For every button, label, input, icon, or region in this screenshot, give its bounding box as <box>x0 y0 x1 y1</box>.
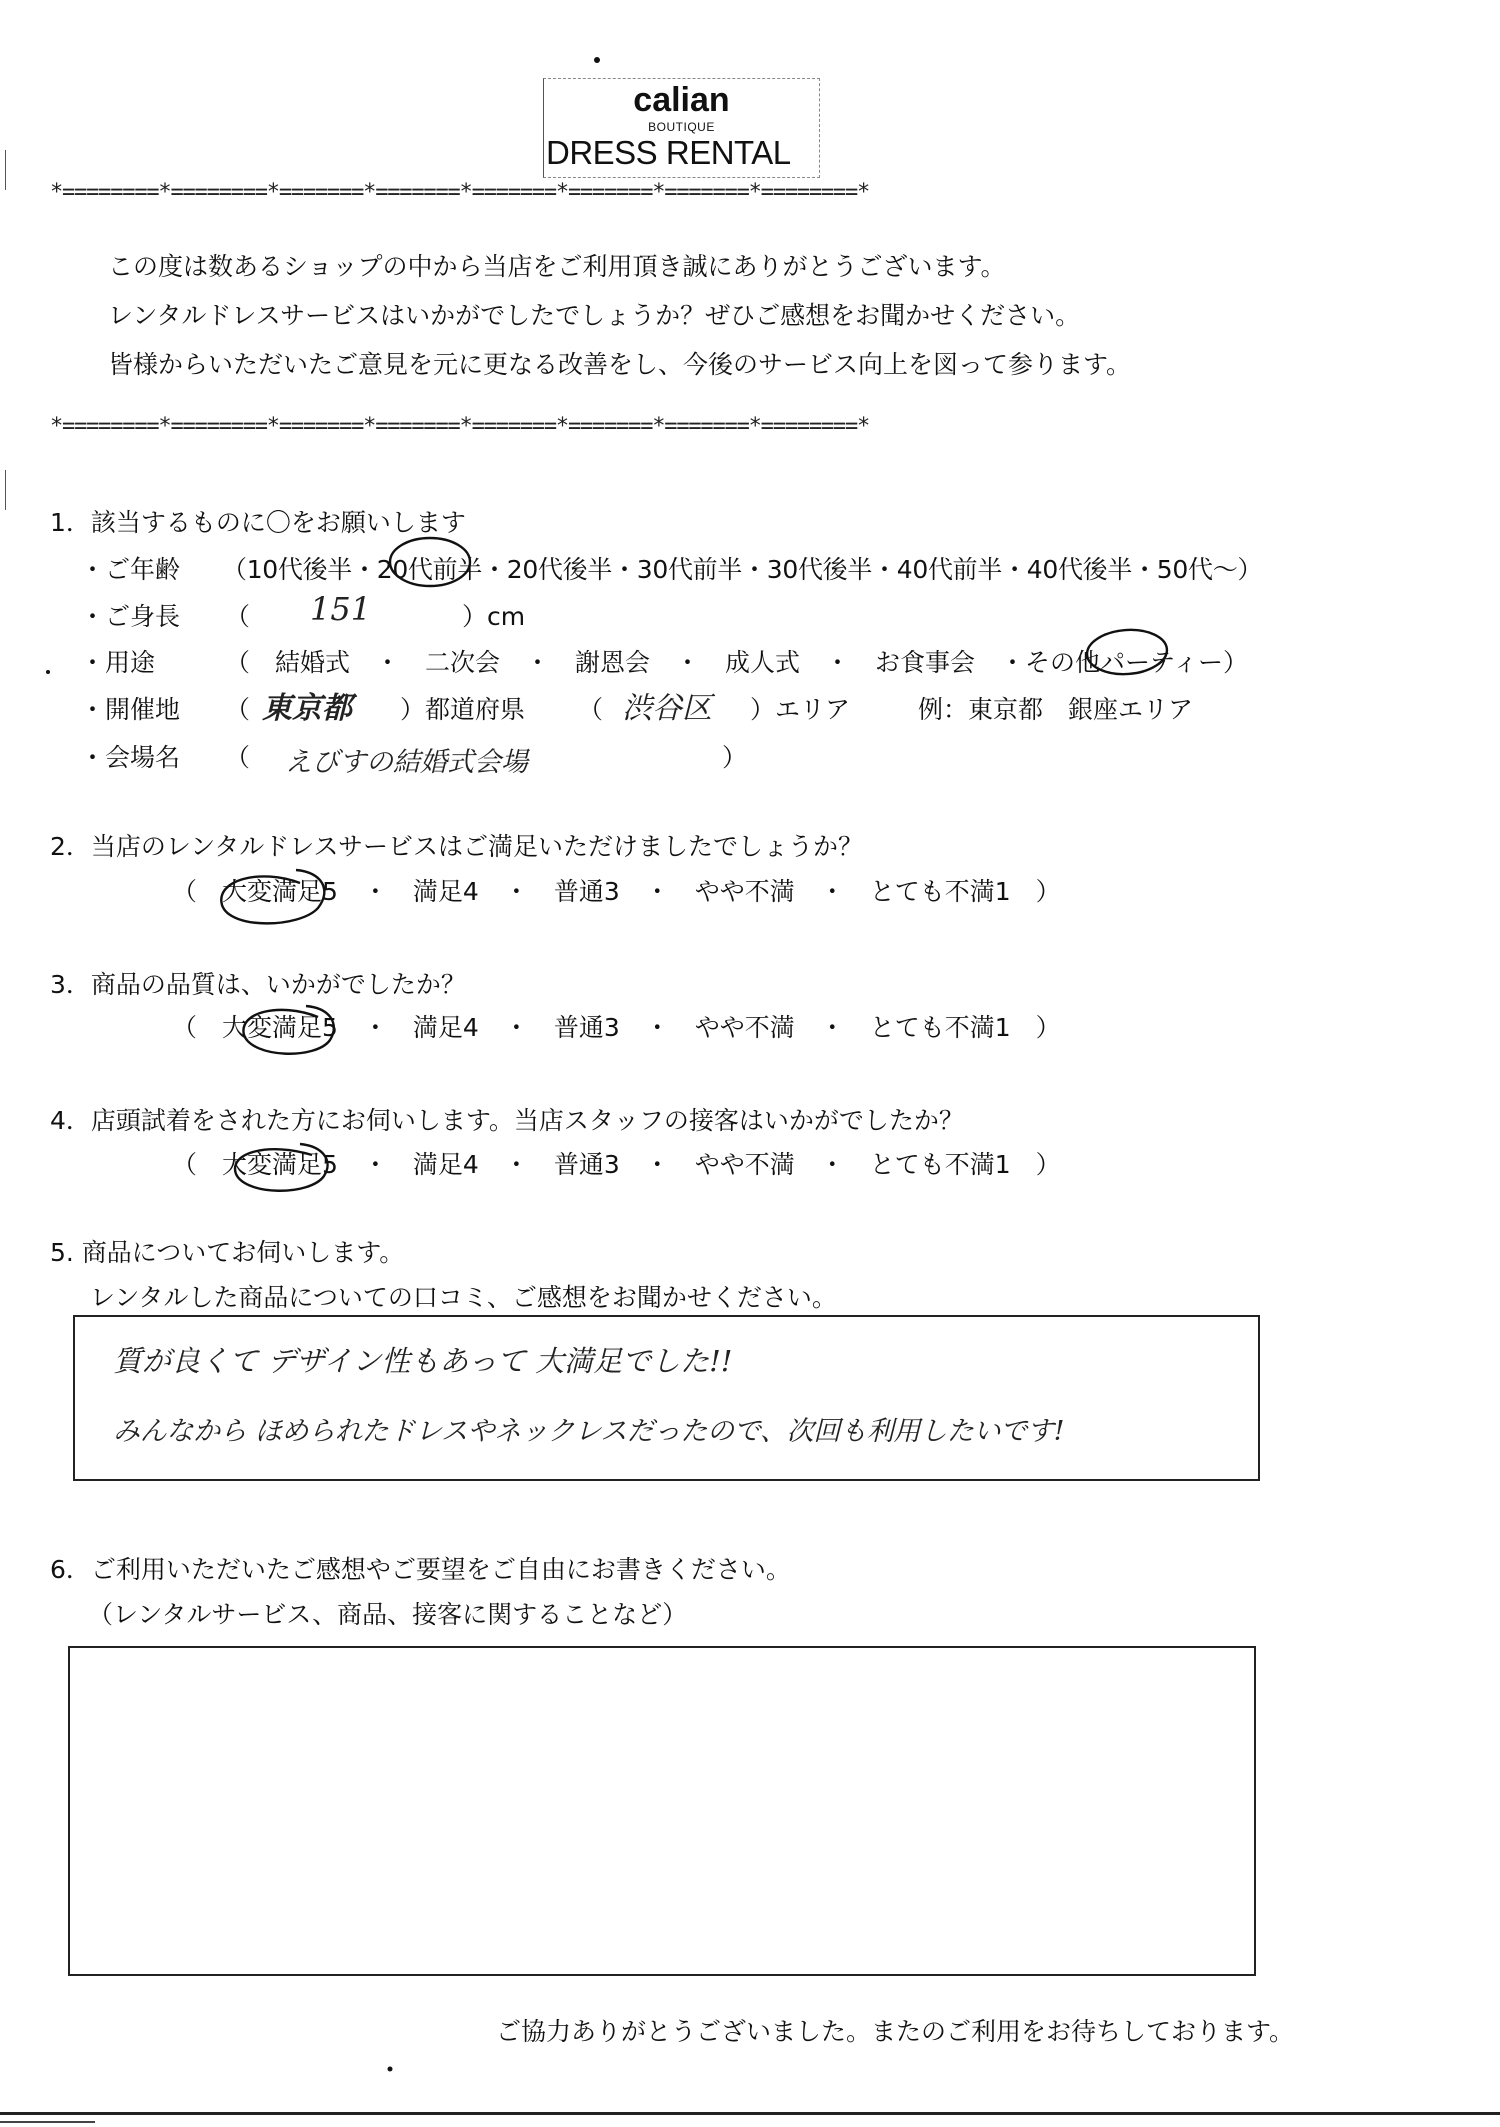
age-label: ・ご年齢 <box>80 555 181 584</box>
scan-speck <box>388 2067 393 2072</box>
q6-title: 6．ご利用いただいたご感想やご要望をご自由にお書きください。 <box>50 1555 791 1584</box>
intro-line-2: レンタルドレスサービスはいかがでしたでしょうか？ぜひご感想をお聞かせください。 <box>108 301 1081 330</box>
intro-line-3: 皆様からいただいたご意見を元に更なる改善をし、今後のサービス向上を図って参ります。 <box>108 350 1132 379</box>
brand-sub: BOUTIQUE <box>648 120 715 134</box>
prefecture-open: （ <box>225 695 251 724</box>
q5-subtitle: レンタルした商品についての口コミ、ご感想をお聞かせください。 <box>90 1283 837 1312</box>
selection-circle-purpose <box>1086 627 1169 676</box>
review-answer-line-1: 質が良くて デザイン性もあって 大満足でした!! <box>113 1344 733 1378</box>
height-value[interactable]: 151 <box>310 590 372 628</box>
closing-message: ご協力ありがとうございました。またのご利用をお待ちしております。 <box>496 2017 1295 2046</box>
prefecture-value[interactable]: 東京都 <box>262 691 352 726</box>
q2-title: 2．当店のレンタルドレスサービスはご満足いただけましたでしょうか？ <box>50 832 864 861</box>
scan-speck <box>46 670 50 674</box>
q4-title: 4．店頭試着をされた方にお伺いします。当店スタッフの接客はいかがでしたか？ <box>50 1106 964 1135</box>
brand-name: calian <box>633 81 730 119</box>
q3-options[interactable]: （ 大変満足5 ・ 満足4 ・ 普通3 ・ やや不満 ・ とても不満1 ） <box>172 1013 1061 1042</box>
divider-bottom: *========*========*=======*=======*=======*=======*=======*========* <box>50 414 870 439</box>
intro-line-1: この度は数あるショップの中から当店をご利用頂き誠にありがとうございます。 <box>108 252 1006 281</box>
review-answer-line-2: みんなから ほめられたドレスやネックレスだったので、次回も利用したいです! <box>113 1416 1065 1447</box>
purpose-label: ・用途 <box>80 648 156 677</box>
selection-circle-q2 <box>221 870 324 923</box>
selection-circle-q4 <box>235 1144 328 1191</box>
venue-example: 例：東京都 銀座エリア <box>918 695 1194 724</box>
purpose-options[interactable]: （ 結婚式 ・ 二次会 ・ 謝恩会 ・ 成人式 ・ お食事会 ・その他パーティー） <box>225 648 1249 677</box>
q5-title: 5. 商品についてお伺いします。 <box>50 1238 405 1267</box>
scan-speck <box>594 57 600 63</box>
selection-circle-age <box>390 538 470 586</box>
height-label: ・ご身長 <box>80 602 181 631</box>
venue-name-open: （ <box>225 743 251 772</box>
q3-title: 3．商品の品質は、いかがでしたか？ <box>50 970 466 999</box>
venue-name-value[interactable]: えびすの結婚式会場 <box>285 747 528 778</box>
q4-options[interactable]: （ 大変満足5 ・ 満足4 ・ 普通3 ・ やや不満 ・ とても不満1 ） <box>172 1150 1061 1179</box>
venue-name-close: ） <box>722 743 748 772</box>
divider-top: *========*========*=======*=======*=======*=======*=======*========* <box>50 180 870 205</box>
selection-circle-q3 <box>243 1006 333 1054</box>
q1-title: 1．該当するものに〇をお願いします <box>50 508 466 537</box>
service-name: DRESS RENTAL <box>546 134 791 171</box>
venue-area-label: ・開催地 <box>80 695 181 724</box>
prefecture-suffix: ）都道府県 <box>400 695 526 724</box>
venue-name-label: ・会場名 <box>80 743 181 772</box>
height-close: ）cm <box>462 602 526 631</box>
q2-options[interactable]: （ 大変満足5 ・ 満足4 ・ 普通3 ・ やや不満 ・ とても不満1 ） <box>172 877 1061 906</box>
area-suffix: ）エリア <box>750 695 851 724</box>
area-open: （ <box>578 695 604 724</box>
area-value[interactable]: 渋谷区 <box>622 691 712 726</box>
age-options[interactable]: （10代後半・20代前半・20代後半・30代前半・30代後半・40代前半・40代後半・50代～） <box>222 555 1263 584</box>
q6-subtitle: （レンタルサービス、商品、接客に関することなど） <box>88 1600 688 1629</box>
height-open: （ <box>225 602 251 631</box>
